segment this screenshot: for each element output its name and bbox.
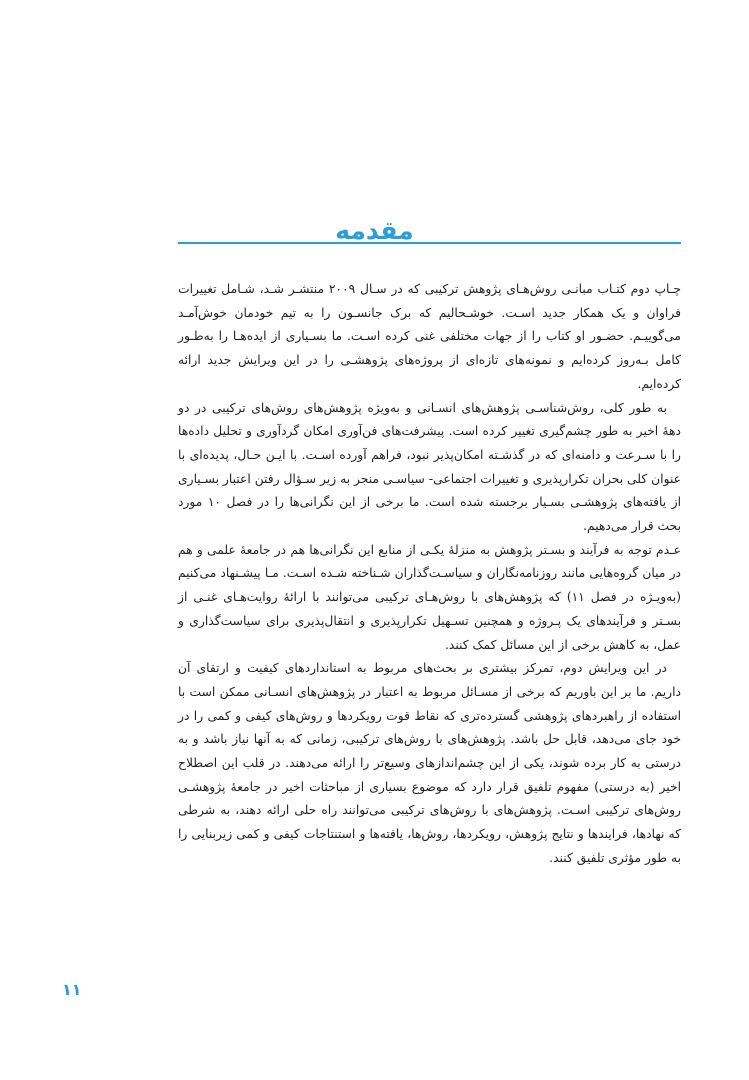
title-divider <box>178 242 681 244</box>
page-number: ۱۱ <box>62 980 82 999</box>
paragraph-2: به طور کلی، روش‌شناسـی پژوهش‌های انسـانی و به‌ویژه پژوهش‌های روش‌های ترکیبی در دو دهۀ اخیر به طور چشم‌گیری تغییر کرده است. پیشرفت‌های فن‌آوری امکان گردآوری و تحلیل داده‌ها را با سـرعت و دامنه‌ای که در گذشـته امکان‌پذیر نبود، فراهم آورده اسـت. با ایـن حـال، پدیده‌ای با عنوان کلی بحران تکرارپذیری و تغییرات اجتماعی- سیاسـی منجر به زیر سـؤال رفتن اعتبار بسـیاری از یافته‌های پژوهشـی بسـیار برجسته شده است. ما برخی از این نگرانی‌ها را در فصل ۱۰ مورد بحث قرار می‌دهیم. <box>178 400 681 534</box>
page-title: مقدمه <box>335 215 414 245</box>
paragraph-4: در این ویرایش دوم، تمرکز بیشتری بر بحث‌های مربوط به استانداردهای کیفیت و ارتقای آن داریم. ما بر این باوریم که برخی از مسـائل مربوط به اعتبار در پژوهش‌های انسـانی ممکن است با استفاده از راهبردهای پژوهشی گسترده‌تری که نقاط قوت رویکردها و روش‌های کیفی و کمی را در خود جای می‌دهد، قابل حل باشد. پژوهش‌های با روش‌های ترکیبی، زمانی که به آنها نیاز باشد و به درستی به کار برده شوند، یکی از این چشم‌اندازهای وسیع‌تر را ارائه می‌دهند. در قلب این اصطلاح اخیر (به درستی) مفهوم تلفیق قرار دارد که موضوع بسیاری از مباحثات اخیر در جامعۀ پژوهشـی روش‌های ترکیبی اسـت. پژوهش‌های با روش‌های ترکیبی می‌توانند راه حلی ارائه دهند، به شرطی که نهادها، فرایندها و نتایج پژوهش، رویکردها، روش‌ها، یافته‌ها و استنتاجات کیفی و کمی زیربنایی را به طور مؤثری تلفیق کنند. <box>178 661 681 865</box>
body-text <box>178 278 681 871</box>
paragraph-1: چـاپ دوم کتـاب مبانـی روش‌هـای پژوهش ترکیبی که در سـال ۲۰۰۹ منتشـر شـد، شـامل تغییرات فراوان و یک همکار جدید اسـت. خوشـحالیم که برک جانسـون را به تیم خودمان خوش‌آمـد می‌گوییـم. حضـور او کتاب را از جهات مختلفی غنی کرده اسـت. ما بسـیاری از ایده‌هـا را به‌طـور کامل بـه‌روز کرده‌ایم و نمونه‌های تازه‌ای از پروژه‌های پژوهشـی را در این ویرایش جدید ارائه کرده‌ایم. <box>178 282 681 391</box>
paragraph-3: عـدم توجه به فرآیند و بسـتر پژوهش به منزلۀ یکـی از منابع این نگرانی‌ها هم در جامعۀ علمی و هم در میان گروه‌هایی مانند روزنامه‌نگاران و سیاسـت‌گذاران شـناخته شـده اسـت. مـا پیشـنهاد می‌کنیم (به‌ویـژه در فصل ۱۱) که پژوهش‌های با روش‌هـای ترکیبی می‌توانند با ارائۀ روایت‌هـای غنـی از بسـتر و فرآیندهای یک پـروژه و همچنین تسـهیل تکرارپذیری و انتقال‌پذیری برای سیاست‌گذاری و عمل، به کاهش برخی از این مسائل کمک کنند. <box>178 542 682 652</box>
